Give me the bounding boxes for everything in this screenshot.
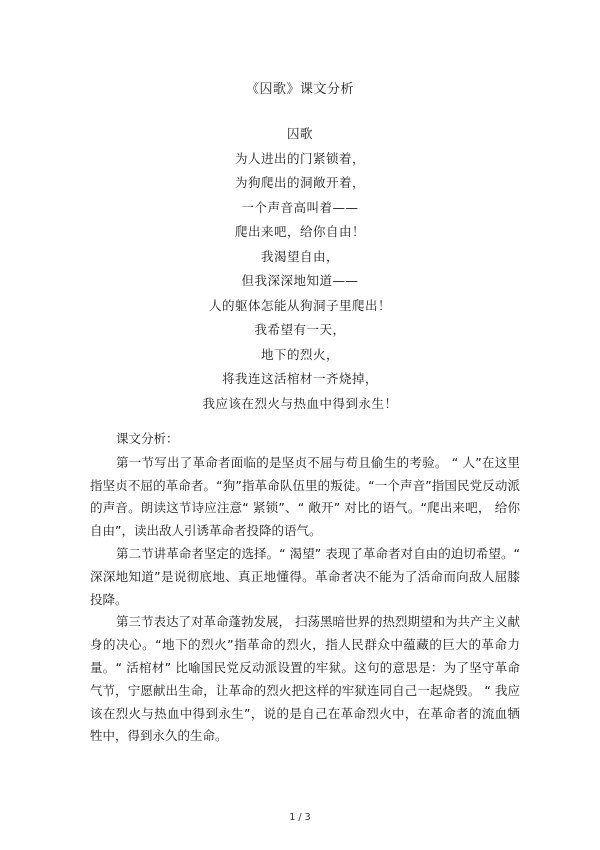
analysis-paragraph: 第三节表达了对革命蓬勃发展， 扫荡黑暗世界的热烈期望和为共产主义献身的决心。“地下的烈火”指革命的烈火，指人民群众中蕴藏的巨大的革命力量。“ 活棺材” 比喻国民党反动派设置的牢狱。这句的意思是：为了坚守革命气节，宁愿献出生命，让革命的烈火把这样的牢狱连同自己一起烧毁。 “ 我应该在烈火与热血中得到永生”，说的是自己在革命烈火中，在革命者的流血牺牲中，得到永久的生命。 xyxy=(90,614,520,744)
poem-line: 我应该在烈火与热血中得到永生！ xyxy=(202,395,398,411)
poem-line: 地下的烈火， xyxy=(260,346,339,362)
poem-line: 为人进出的门紧锁着， xyxy=(234,150,365,166)
poem-line: 爬出来吧，给你自由！ xyxy=(234,224,365,239)
poem-line: 一个声音高叫着—— xyxy=(241,199,359,215)
document-title: 《囚歌》课文分析 xyxy=(245,82,354,97)
poem-line: 将我连这活棺材一齐烧掉， xyxy=(221,371,378,386)
poem-line: 但我深深地知道—— xyxy=(241,273,359,288)
page-number: 1 / 3 xyxy=(289,812,311,823)
analysis-paragraph: 第二节讲革命者坚定的选择。“ 渴望” 表现了革命者对自由的迫切希望。“ 深深地知道”是说彻底地、真正地懂得。革命者决不能为了活命而向敌人屈膝投降。 xyxy=(90,545,520,607)
poem-line: 我渴望自由， xyxy=(260,248,339,264)
poem-line: 为狗爬出的洞敞开着， xyxy=(234,175,365,190)
analysis-heading: 课文分析： xyxy=(116,431,179,446)
poem-line: 人的躯体怎能从狗洞子里爬出！ xyxy=(208,297,391,313)
analysis-section xyxy=(90,428,520,748)
poem xyxy=(0,122,600,416)
poem-title: 囚歌 xyxy=(286,126,313,141)
analysis-paragraph: 第一节写出了革命者面临的是坚贞不屈与苟且偷生的考验。 “ 人”在这里指坚贞不屈的革命者。“狗”指革命队伍里的叛徒。“一个声音”指国民党反动派的声音。朗读这节诗应注意“ 紧锁”、“ 敞开” 对比的语气。“爬出来吧， 给你自由”，读出敌人引诱革命者投降的语气。 xyxy=(90,454,520,539)
poem-line: 我希望有一天， xyxy=(254,322,346,337)
